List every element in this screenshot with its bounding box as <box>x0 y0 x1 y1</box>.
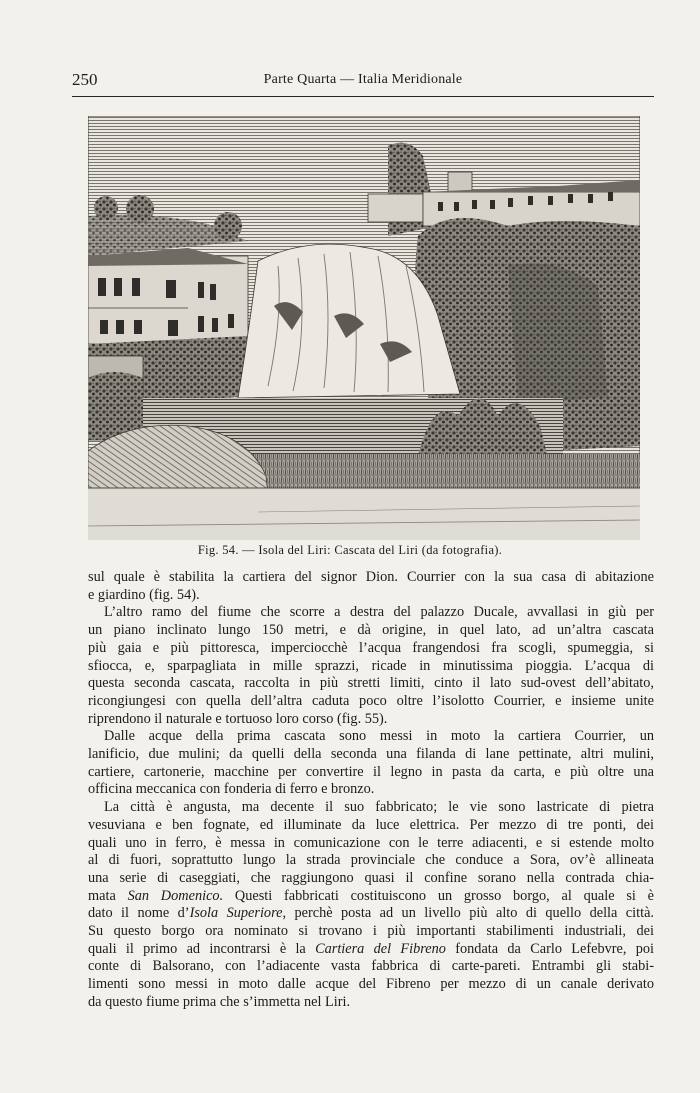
text-line: L’altro ramo del fiume che scorre a destra del palazzo Ducale, avvallasi in giù per <box>104 604 654 621</box>
text-line: al di fuori, soprattutto lungo la strada provinciale che conduce a Sora, ov’è allineata <box>88 852 654 869</box>
waterfall-engraving <box>88 116 640 540</box>
text-line: lanificio, due mulini; da quelli della seconda una filanda di lane pettinate, altri mulini, <box>88 746 654 763</box>
text-line: riprendono il naturale e tortuoso loro corso (fig. 55). <box>88 710 388 727</box>
text-segment: dato il nome d’ <box>88 905 190 922</box>
page-number: 250 <box>72 70 98 89</box>
text-line: una serie di caseggiati, che raggiungono quasi il confine sorano nella contrada chia- <box>88 869 654 886</box>
text-segment: mata <box>88 887 128 904</box>
text-line: conte di Balsorano, con l’adiacente vasta fabbrica di carte-pareti. Entrambi gli stabi- <box>88 958 654 975</box>
factory-name-italic: Cartiera del Fibreno <box>315 940 446 957</box>
text-segment: Questi fabbricati costituiscono un grosso borgo, al quale si è <box>223 887 654 904</box>
text-line: Dalle acque della prima cascata sono messi in moto la cartiera Courrier, un <box>104 728 654 745</box>
text-line: Su questo borgo ora nominato si trovano i più importanti stabilimenti industriali, dei <box>88 923 654 940</box>
running-title: Parte Quarta — Italia Meridionale <box>263 72 463 87</box>
text-line: limenti sono messi in moto dalle acque del Fibreno per mezzo di un canale derivato <box>88 976 654 993</box>
text-line: un piano inclinato lungo 150 metri, e dà origine, in quel lato, ad un’altra cascata <box>88 622 654 639</box>
place-name-italic: Isola Superiore <box>189 905 283 922</box>
text-line: da questo fiume prima che s’immetta nel Liri. <box>88 993 351 1010</box>
text-segment: quali il primo ad incontrarsi è la <box>88 940 316 957</box>
text-line: sul quale è stabilita la cartiera del signor Dion. Courrier con la sua casa di abitazione <box>88 569 654 585</box>
page-header <box>72 68 654 97</box>
text-line: La città è angusta, ma decente il suo fabbricato; le vie sono lastricate di pietra <box>104 799 654 816</box>
text-line <box>88 888 654 906</box>
text-segment: , perchè posta ad un livello più alto di quello della città. <box>282 905 654 922</box>
text-line: e giardino (fig. 54). <box>88 586 200 603</box>
text-line: più gaia e più pittoresca, imperciocchè l’acqua frangendosi fra scogli, spumeggia, si <box>88 639 654 656</box>
text-line: cartiere, cartonerie, macchine per convertire il legno in pasta da carta, e più oltre una <box>88 763 654 780</box>
text-line: sfiocca, e, sparpagliata in mille sprazzi, ricade in minutissima pioggia. L’acqua di <box>88 657 654 674</box>
text-line: officina meccanica con fonderia di ferro e bronzo. <box>88 781 375 798</box>
body-text <box>88 569 654 1012</box>
text-line <box>88 941 654 959</box>
text-line <box>88 905 654 923</box>
text-line: ricongiungesi con quella dell’altra caduta poco oltre l’isolotto Courrier, e insieme unite <box>88 692 654 709</box>
text-line: quali uno in ferro, è messa in comunicazione con le terre adiacenti, e si estende molto <box>88 834 654 851</box>
place-name-italic: San Domenico. <box>127 887 224 904</box>
figure-caption: Fig. 54. — Isola del Liri: Cascata del Liri (da fotografia). <box>197 543 503 557</box>
text-segment: fondata da Carlo Lefebvre, poi <box>445 940 654 957</box>
text-line: vesuviana e ben fognate, ed illuminate da luce elettrica. Per mezzo di tre ponti, dei <box>88 816 654 833</box>
text-line: questa seconda cascata, raccolta in più stretti limiti, cinto il lato sud-ovest dell’abitato, <box>88 675 654 692</box>
